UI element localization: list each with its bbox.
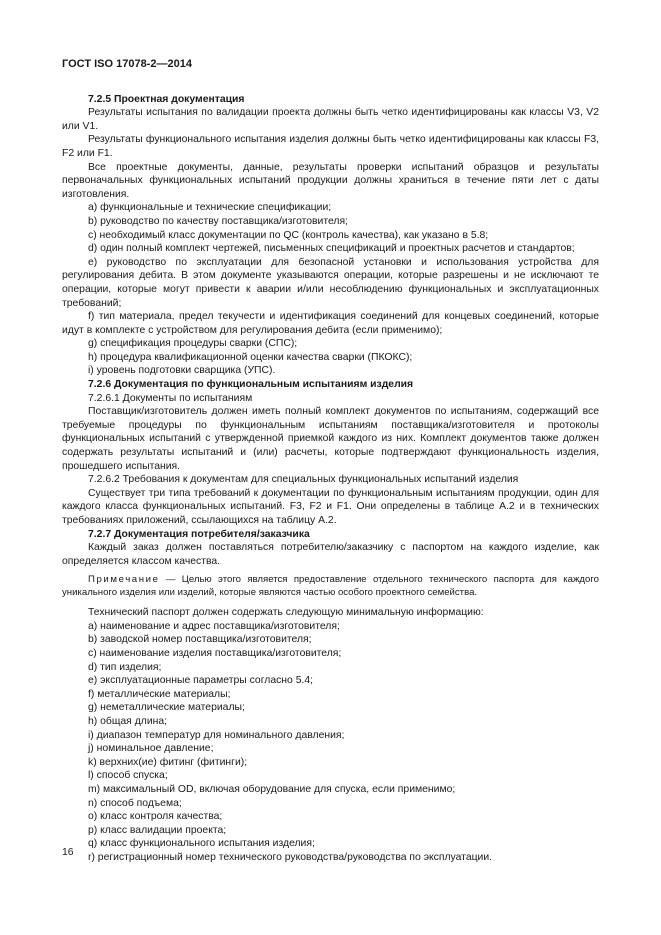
list-item: a) функциональные и технические спецификации; — [88, 202, 332, 214]
section-heading-7-2-7: 7.2.7 Документация потребителя/заказчика — [88, 528, 310, 540]
subsection-heading: 7.2.6.1 Документы по испытаниям — [88, 392, 253, 404]
document-header: ГОСТ ISO 17078-2—2014 — [62, 58, 192, 70]
list-item: k) верхних(ие) фитинг (фитинги); — [88, 756, 248, 768]
list-item: d) тип изделия; — [88, 661, 162, 673]
list-item: c) необходимый класс документации по QC (контроль качества), как указано в 5.8; — [88, 229, 489, 241]
list-item: o) класс контроля качества; — [88, 811, 223, 823]
list-item: f) металлические материалы; — [88, 688, 231, 700]
list-item: e) эксплуатационные параметры согласно 5.4; — [88, 675, 314, 687]
list-item: g) спецификация процедуры сварки (СПС); — [88, 338, 298, 350]
list-item: n) способ подъема; — [88, 797, 182, 809]
list-item: i) диапазон температур для номинального давления; — [88, 729, 345, 741]
list-item: h) процедура квалификационной оценки качества сварки (ПКОКС); — [88, 351, 413, 363]
paragraph: Технический паспорт должен содержать следующую минимальную информацию: — [88, 607, 484, 619]
list-item: g) неметаллические материалы; — [88, 702, 245, 714]
list-item: m) максимальный OD, включая оборудование для спуска, если применимо; — [88, 783, 456, 795]
list-item: b) заводской номер поставщика/изготовителя; — [88, 634, 312, 646]
subsection-heading: 7.2.6.2 Требования к документам для специальных функциональных испытаний изделия — [88, 474, 519, 486]
list-item: r) регистрационный номер технического руководства/руководства по эксплуатации. — [88, 851, 493, 863]
paragraph: Результаты функционального испытания изделия должны быть четко идентифицированы как классы F3, F2 или F1. — [62, 134, 599, 159]
page-number: 16 — [62, 847, 74, 858]
section-heading-7-2-6: 7.2.6 Документация по функциональным испытаниям изделия — [88, 379, 414, 391]
note-text: — Целью этого является предоставление отдельного технического паспорта для каждого уникального изделия или изделий, которые являются частью особого проектного семейства. — [62, 574, 599, 598]
paragraph: Существует три типа требований к документации по функциональным испытаниям продукции, один для каждого класса функциональных испытаний. F3, F2 и F1. Они определены в таблице А.2 и в технических требованиях приложений, ссылающихся на таблицу А.2. — [62, 487, 599, 526]
list-item: c) наименование изделия поставщика/изготовителя; — [88, 647, 342, 659]
list-item: l) способ спуска; — [88, 770, 168, 782]
paragraph: Все проектные документы, данные, результаты проверки испытаний образцов и результаты первоначальных функциональных испытаний продукции должны храниться в течение пяти лет с даты изготовления. — [62, 161, 599, 200]
list-item: b) руководство по качеству поставщика/изготовителя; — [88, 215, 349, 227]
paragraph: Каждый заказ должен поставляться потребителю/заказчику с паспортом на каждого изделие, как определяется классом качества. — [62, 542, 599, 567]
list-item: h) общая длина; — [88, 715, 168, 727]
note-label: Примечание — [88, 574, 160, 586]
section-heading-7-2-5: 7.2.5 Проектная документация — [88, 93, 245, 105]
list-item: a) наименование и адрес поставщика/изготовителя; — [88, 620, 340, 632]
paragraph: Поставщик/изготовитель должен иметь полный комплект документов по испытаниям, содержащий все требуемые процедуры по функциональным испытаниям поставщика/изготовителя и протоколы функциональных испытаний с утвержденной приемкой каждого из них. Комплект документов также должен содержать результаты испытаний и (или) расчеты, которые подтверждают функциональность изделия, прошедшего испытания. — [62, 406, 599, 472]
list-item: e) руководство по эксплуатации для безопасной установки и использования устройства для регулирования дебита. В этом документе указываются операции, которые разрешены и не исключают те операции, которые могут привести к аварии и/или несоблюдению функциональных и эксплуатационных требований; — [62, 256, 599, 309]
list-item: i) уровень подготовки сварщика (УПС). — [88, 365, 276, 377]
list-item: d) один полный комплект чертежей, письменных спецификаций и проектных расчетов и стандартов; — [88, 243, 575, 255]
list-item: p) класс валидации проекта; — [88, 824, 227, 836]
list-item: f) тип материала, предел текучести и идентификация соединений для концевых соединений, которые идут в комплекте с устройством для регулирования дебита (если применимо); — [62, 311, 599, 336]
list-item: j) номинальное давление; — [88, 743, 214, 755]
list-item: q) класс функционального испытания изделия; — [88, 838, 315, 850]
paragraph: Результаты испытания по валидации проекта должны быть четко идентифицированы как классы V3, V2 или V1. — [62, 107, 599, 132]
note — [62, 574, 599, 599]
